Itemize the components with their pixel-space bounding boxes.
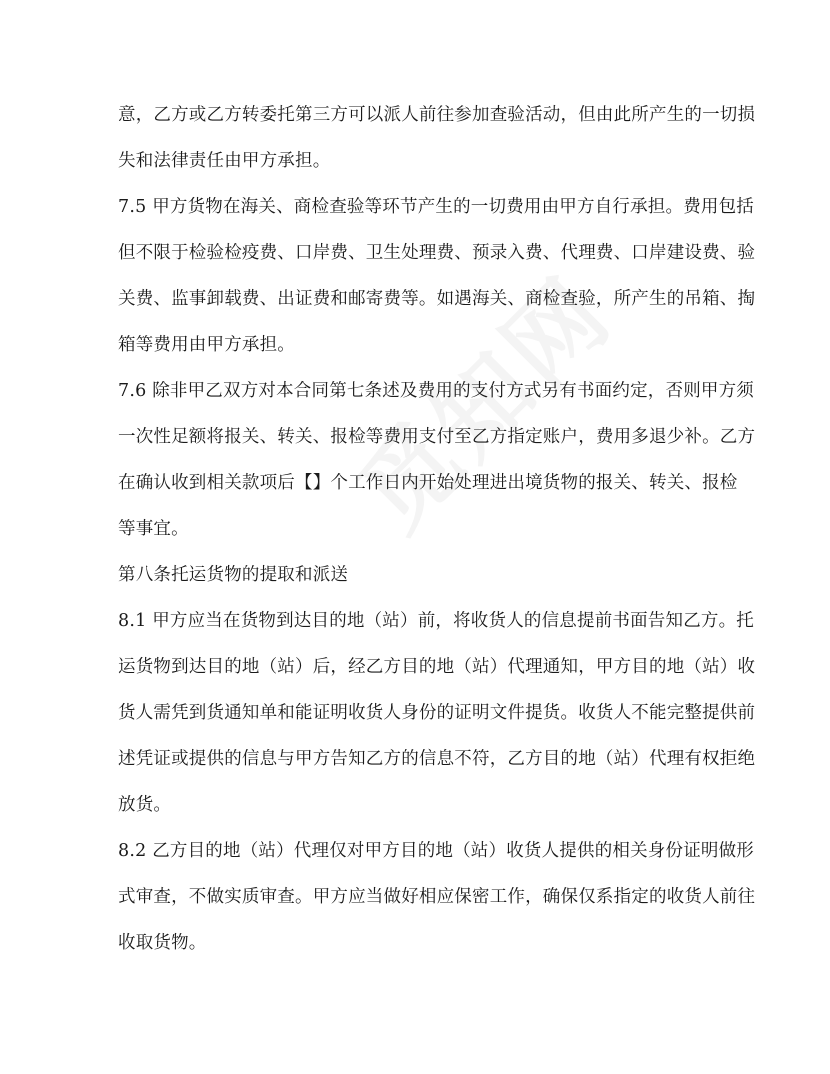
text-line: 一次性足额将报关、转关、报检等费用支付至乙方指定账户，费用多退少补。乙方 <box>118 427 756 447</box>
text-line: 失和法律责任由甲方承担。 <box>118 151 331 171</box>
text-line: 箱等费用由甲方承担。 <box>118 335 295 355</box>
text-line: 意，乙方或乙方转委托第三方可以派人前往参加查验活动，但由此所产生的一切损 <box>118 105 756 125</box>
text-line: 但不限于检验检疫费、口岸费、卫生处理费、预录入费、代理费、口岸建设费、验 <box>118 243 756 263</box>
clause-8-2: 8.2 乙方目的地（站）代理仅对甲方目的地（站）收货人提供的相关身份证明做形 <box>118 841 754 861</box>
text-line: 运货物到达目的地（站）后，经乙方目的地（站）代理通知，甲方目的地（站）收 <box>118 657 756 677</box>
text-line: 放货。 <box>118 795 172 815</box>
text-line: 式审查，不做实质审查。甲方应当做好相应保密工作，确保仅系指定的收货人前往 <box>118 887 756 907</box>
text-line: 在确认收到相关款项后【】个工作日内开始处理进出境货物的报关、转关、报检 <box>118 473 738 493</box>
text-line: 货人需凭到货通知单和能证明收货人身份的证明文件提货。收货人不能完整提供前 <box>118 703 756 723</box>
clause-7-5: 7.5 甲方货物在海关、商检查验等环节产生的一切费用由甲方自行承担。费用包括 <box>118 197 754 217</box>
text-line: 收取货物。 <box>118 933 207 953</box>
text-line: 等事宜。 <box>118 519 189 539</box>
clause-7-6: 7.6 除非甲乙双方对本合同第七条述及费用的支付方式另有书面约定，否则甲方须 <box>118 381 754 401</box>
text-line: 述凭证或提供的信息与甲方告知乙方的信息不符，乙方目的地（站）代理有权拒绝 <box>118 749 756 769</box>
section-heading-8: 第八条托运货物的提取和派送 <box>118 565 349 585</box>
clause-8-1: 8.1 甲方应当在货物到达目的地（站）前，将收货人的信息提前书面告知乙方。托 <box>118 611 754 631</box>
text-line: 关费、监事卸载费、出证费和邮寄费等。如遇海关、商检查验，所产生的吊箱、掏 <box>118 289 756 309</box>
